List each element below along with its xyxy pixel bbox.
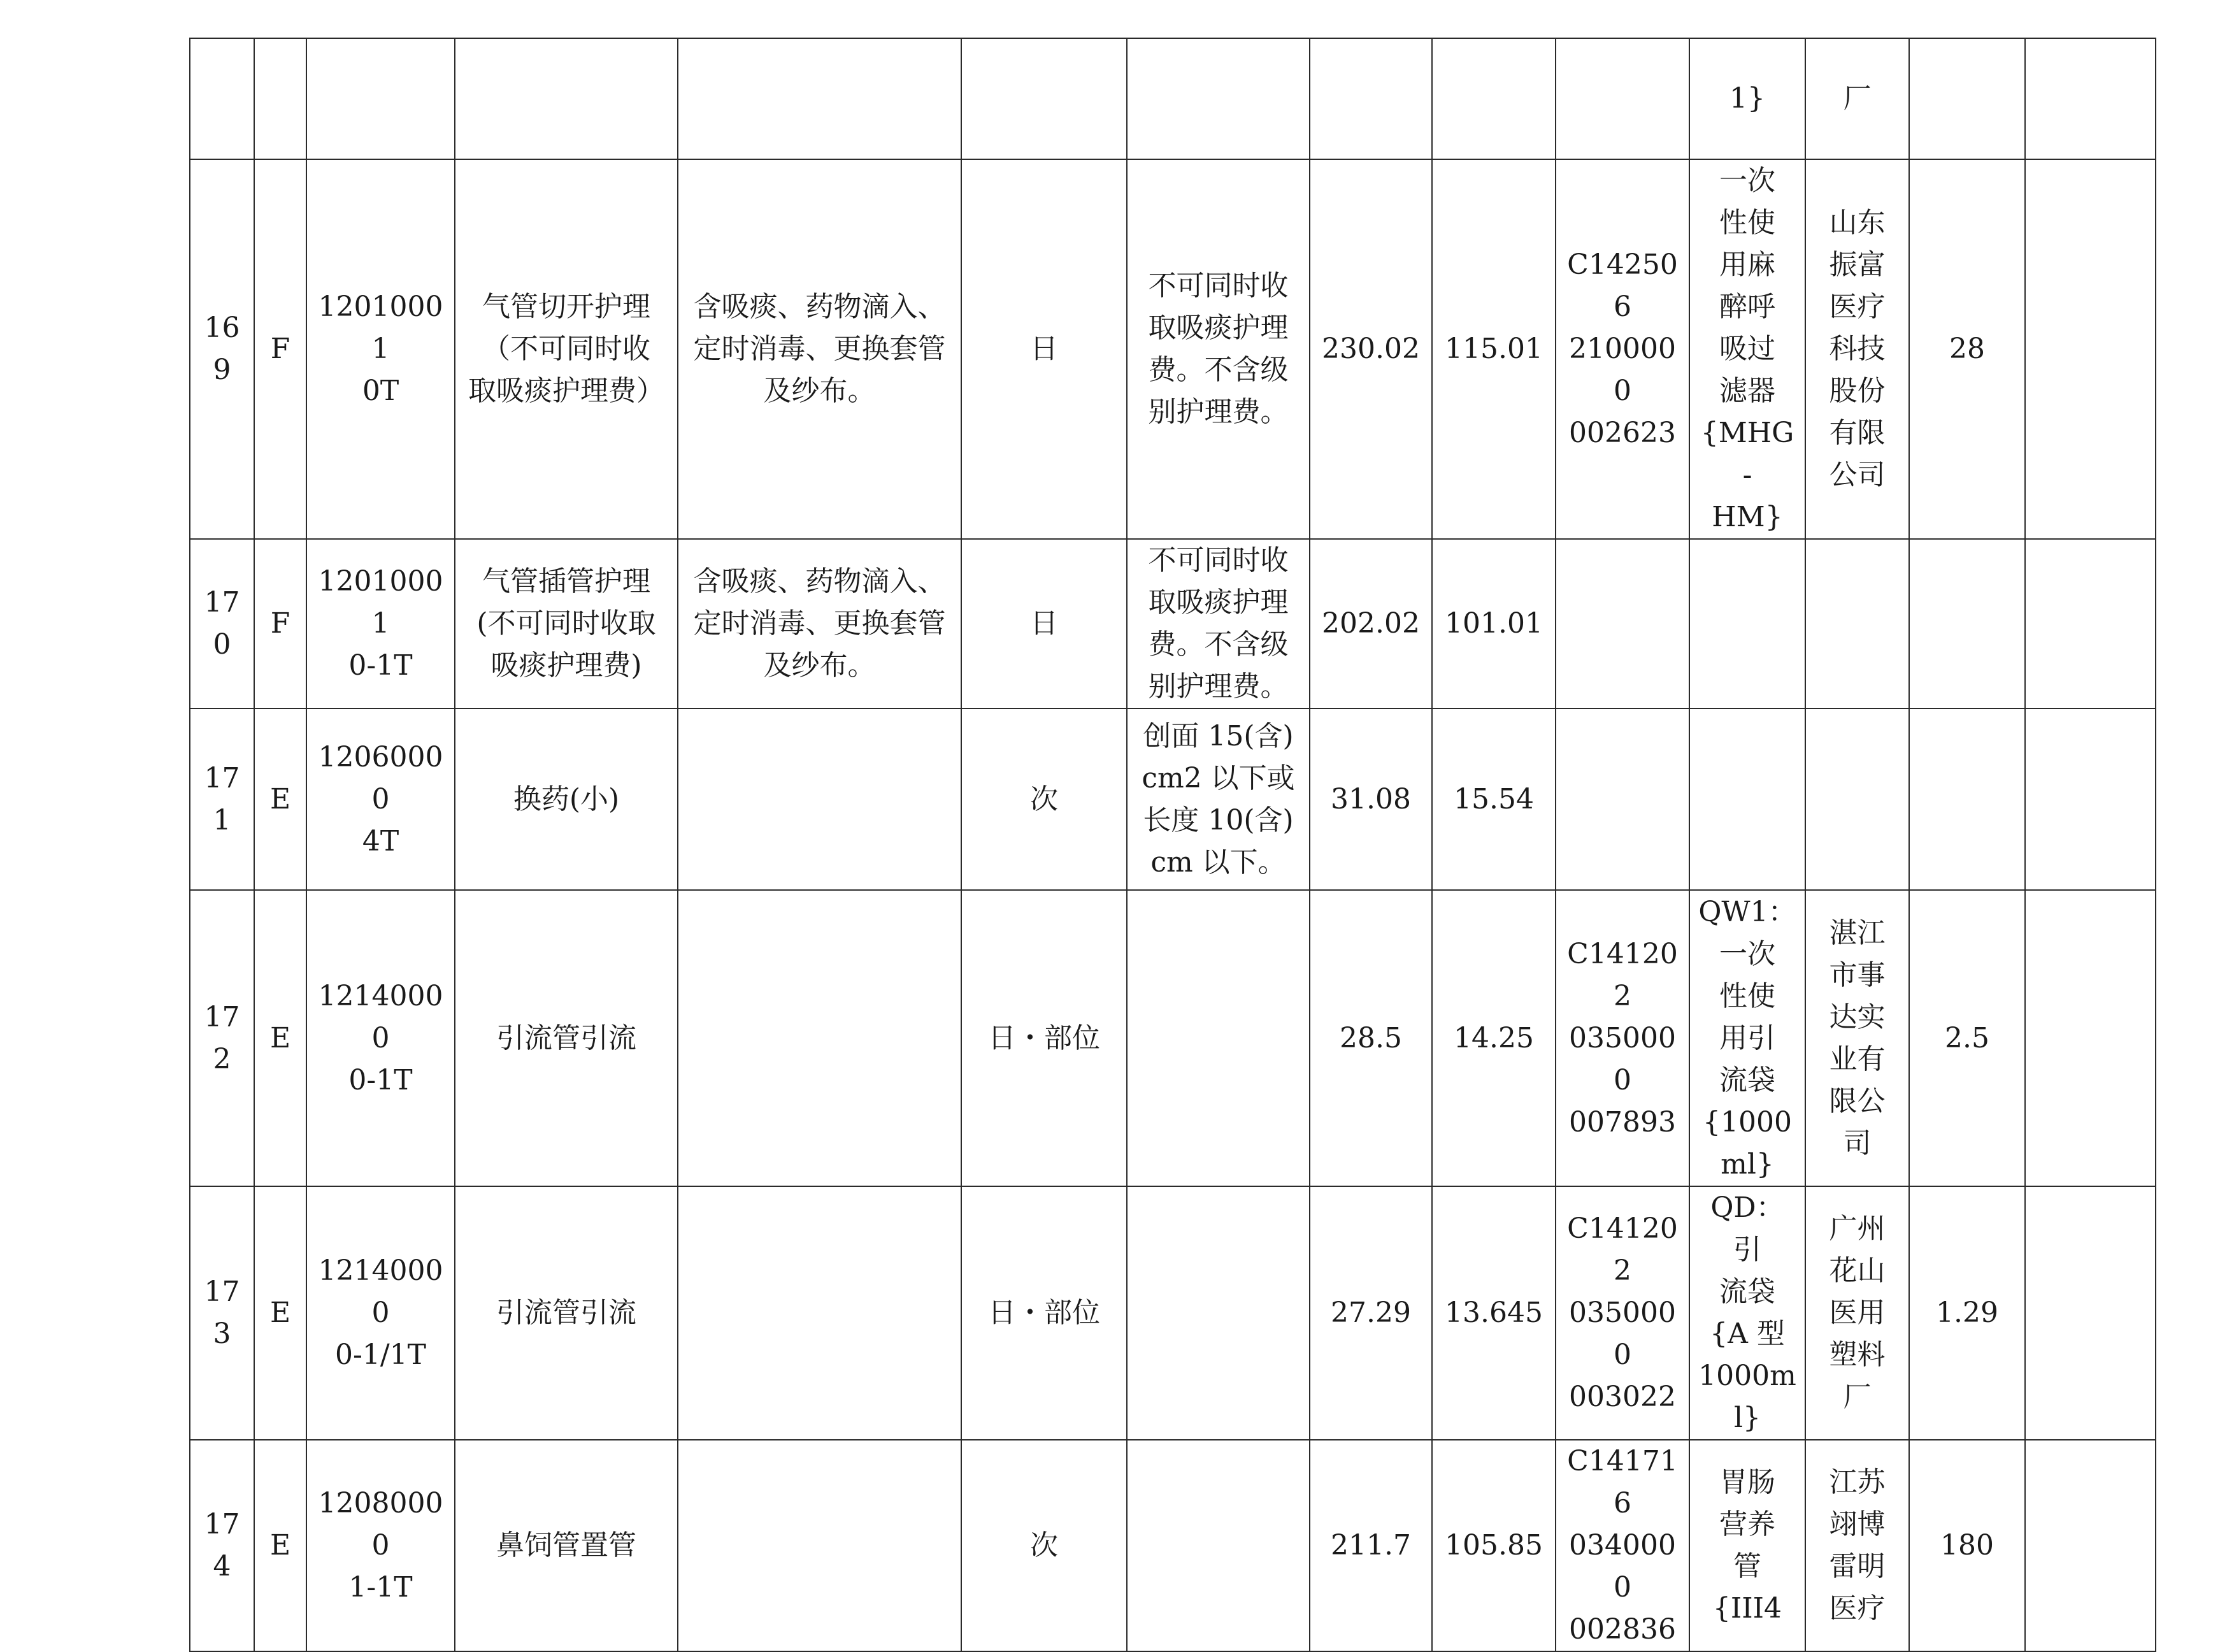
cell-material-code: C141202 0350000 003022 xyxy=(1556,1186,1689,1440)
cell-remark xyxy=(2025,38,2156,159)
cell-note: 不可同时收 取吸痰护理 费。不含级 别护理费。 xyxy=(1127,159,1310,539)
price-table xyxy=(189,38,2156,1652)
cell-item-content xyxy=(678,708,961,890)
cell-item-code: 12080000 1-1T xyxy=(306,1440,455,1651)
cell-price-b: 105.85 xyxy=(1432,1440,1556,1651)
cell-item-name: 气管插管护理 (不可同时收取 吸痰护理费) xyxy=(455,539,678,708)
cell-category: E xyxy=(254,890,306,1186)
cell-material-code: C141202 0350000 007893 xyxy=(1556,890,1689,1186)
table-row xyxy=(190,38,2156,159)
cell-unit: 日・部位 xyxy=(961,1186,1127,1440)
cell-manufacturer: 广州 花山 医用 塑料 厂 xyxy=(1805,1186,1909,1440)
cell-note: 创面 15(含) cm2 以下或 长度 10(含) cm 以下。 xyxy=(1127,708,1310,890)
cell-item-content xyxy=(678,1186,961,1440)
cell-material-price: 28 xyxy=(1909,159,2025,539)
cell-manufacturer xyxy=(1805,539,1909,708)
cell-remark xyxy=(2025,539,2156,708)
cell-unit xyxy=(961,38,1127,159)
cell-material-name xyxy=(1689,708,1805,890)
cell-item-name: 鼻饲管置管 xyxy=(455,1440,678,1651)
cell-material-name: 1} xyxy=(1689,38,1805,159)
cell-item-content xyxy=(678,1440,961,1651)
cell-material-code: C142506 2100000 002623 xyxy=(1556,159,1689,539)
cell-note: 不可同时收 取吸痰护理 费。不含级 别护理费。 xyxy=(1127,539,1310,708)
cell-material-name: QW1： 一次 性使 用引 流袋 {1000 ml} xyxy=(1689,890,1805,1186)
cell-material-price xyxy=(1909,708,2025,890)
cell-unit: 日 xyxy=(961,539,1127,708)
table-row xyxy=(190,1440,2156,1651)
cell-price-a: 28.5 xyxy=(1310,890,1432,1186)
cell-manufacturer: 湛江 市事 达实 业有 限公 司 xyxy=(1805,890,1909,1186)
cell-remark xyxy=(2025,708,2156,890)
cell-manufacturer: 江苏 翊博 雷明 医疗 xyxy=(1805,1440,1909,1651)
cell-item-content: 含吸痰、药物滴入、 定时消毒、更换套管 及纱布。 xyxy=(678,539,961,708)
cell-category: E xyxy=(254,708,306,890)
cell-item-content xyxy=(678,890,961,1186)
cell-item-code xyxy=(306,38,455,159)
cell-row-number: 16 9 xyxy=(190,159,254,539)
cell-price-a: 27.29 xyxy=(1310,1186,1432,1440)
cell-remark xyxy=(2025,159,2156,539)
cell-category: E xyxy=(254,1186,306,1440)
cell-price-a: 202.02 xyxy=(1310,539,1432,708)
cell-item-code: 12140000 0-1/1T xyxy=(306,1186,455,1440)
cell-material-code: C141716 0340000 002836 xyxy=(1556,1440,1689,1651)
cell-item-code: 12140000 0-1T xyxy=(306,890,455,1186)
cell-material-code xyxy=(1556,38,1689,159)
cell-note xyxy=(1127,1186,1310,1440)
cell-material-name: QD：引 流袋 {A 型 1000m l} xyxy=(1689,1186,1805,1440)
cell-category: F xyxy=(254,539,306,708)
cell-note xyxy=(1127,1440,1310,1651)
cell-item-code: 12010001 0-1T xyxy=(306,539,455,708)
cell-material-code xyxy=(1556,539,1689,708)
table-row xyxy=(190,1186,2156,1440)
cell-row-number: 17 4 xyxy=(190,1440,254,1651)
cell-category: E xyxy=(254,1440,306,1651)
cell-remark xyxy=(2025,1440,2156,1651)
cell-material-price: 2.5 xyxy=(1909,890,2025,1186)
cell-manufacturer: 厂 xyxy=(1805,38,1909,159)
cell-manufacturer: 山东 振富 医疗 科技 股份 有限 公司 xyxy=(1805,159,1909,539)
cell-item-name: 引流管引流 xyxy=(455,890,678,1186)
cell-item-name: 换药(小) xyxy=(455,708,678,890)
cell-category: F xyxy=(254,159,306,539)
cell-category xyxy=(254,38,306,159)
cell-price-a: 31.08 xyxy=(1310,708,1432,890)
cell-item-name: 气管切开护理 （不可同时收 取吸痰护理费） xyxy=(455,159,678,539)
cell-note xyxy=(1127,890,1310,1186)
cell-price-a: 211.7 xyxy=(1310,1440,1432,1651)
cell-price-b xyxy=(1432,38,1556,159)
cell-remark xyxy=(2025,890,2156,1186)
table-row xyxy=(190,159,2156,539)
table-row xyxy=(190,539,2156,708)
cell-material-name: 一次 性使 用麻 醉呼 吸过 滤器 {MHG- HM} xyxy=(1689,159,1805,539)
cell-price-b: 14.25 xyxy=(1432,890,1556,1186)
cell-unit: 次 xyxy=(961,708,1127,890)
cell-price-b: 101.01 xyxy=(1432,539,1556,708)
cell-item-name: 引流管引流 xyxy=(455,1186,678,1440)
cell-row-number: 17 3 xyxy=(190,1186,254,1440)
cell-item-content: 含吸痰、药物滴入、 定时消毒、更换套管 及纱布。 xyxy=(678,159,961,539)
cell-price-b: 115.01 xyxy=(1432,159,1556,539)
cell-price-a: 230.02 xyxy=(1310,159,1432,539)
cell-price-b: 15.54 xyxy=(1432,708,1556,890)
cell-row-number: 17 0 xyxy=(190,539,254,708)
cell-row-number: 17 2 xyxy=(190,890,254,1186)
cell-material-name xyxy=(1689,539,1805,708)
cell-note xyxy=(1127,38,1310,159)
cell-manufacturer xyxy=(1805,708,1909,890)
cell-unit: 日・部位 xyxy=(961,890,1127,1186)
cell-material-price: 180 xyxy=(1909,1440,2025,1651)
cell-price-a xyxy=(1310,38,1432,159)
cell-remark xyxy=(2025,1186,2156,1440)
cell-row-number: 17 1 xyxy=(190,708,254,890)
cell-unit: 次 xyxy=(961,1440,1127,1651)
table-row xyxy=(190,890,2156,1186)
cell-item-content xyxy=(678,38,961,159)
table-row xyxy=(190,708,2156,890)
cell-material-code xyxy=(1556,708,1689,890)
cell-material-price xyxy=(1909,539,2025,708)
table-body xyxy=(190,38,2156,1651)
cell-row-number xyxy=(190,38,254,159)
cell-material-name: 胃肠 营养 管 {III4 xyxy=(1689,1440,1805,1651)
cell-material-price: 1.29 xyxy=(1909,1186,2025,1440)
cell-item-code: 12060000 4T xyxy=(306,708,455,890)
cell-item-name xyxy=(455,38,678,159)
cell-item-code: 12010001 0T xyxy=(306,159,455,539)
cell-unit: 日 xyxy=(961,159,1127,539)
cell-price-b: 13.645 xyxy=(1432,1186,1556,1440)
cell-material-price xyxy=(1909,38,2025,159)
